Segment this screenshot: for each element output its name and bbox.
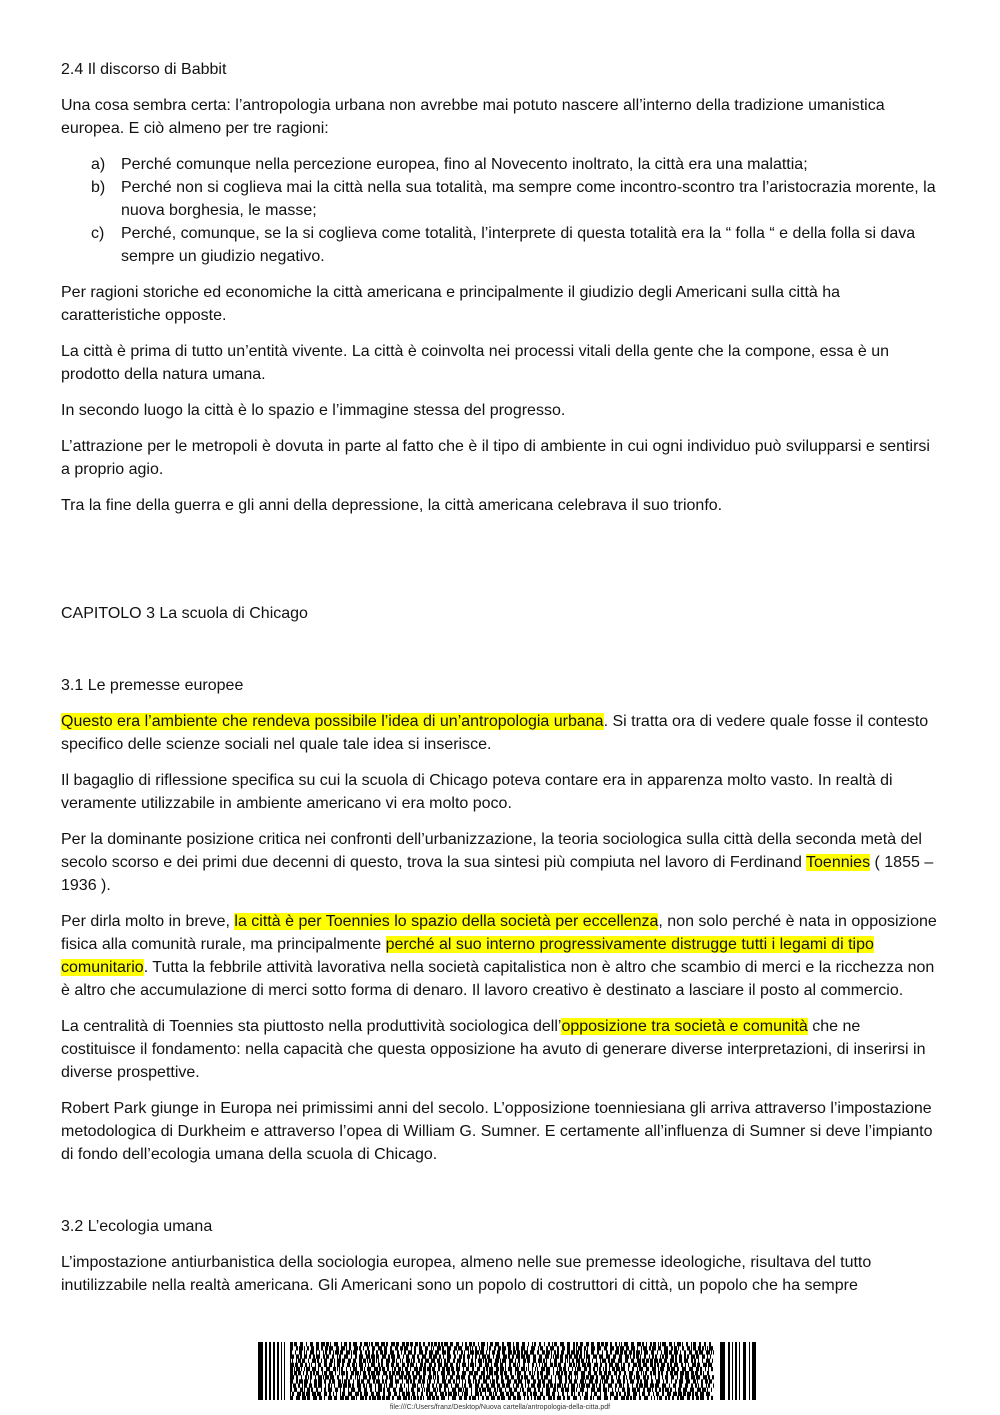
paragraph-3-1-5 [61,1015,939,1084]
list-marker: b) [91,179,106,196]
spacer [61,530,939,602]
list-marker: a) [91,156,106,173]
list-item [61,176,939,222]
paragraph-3-1-3 [61,828,939,897]
spacer [61,638,939,674]
spacer [61,1179,939,1215]
paragraph-3-1-2: Il bagaglio di riflessione specifica su cui la scuola di Chicago poteva contare era in apparenza molto vasto. In realtà di veramente utilizzabile in ambiente americano vi era molto poco. [61,772,893,812]
paragraph-text: Per la dominante posizione critica nei confronti dell’urbanizzazione, la teoria sociologica sulla città della seconda metà del secolo scorso e dei primi due decenni di questo, trova la sua sintesi più compiuta nel lavoro di Ferdinand [61,831,922,871]
paragraph-text: ( 1855 – 1936 ). [61,854,934,894]
highlighted-text: opposizione tra società e comunità [561,1018,808,1035]
highlighted-text: perché al suo interno progressivamente distrugge tutti i legami di tipo comunitario [61,936,874,976]
paragraph-3-1-4 [61,910,939,1002]
reasons-list [61,153,939,268]
chapter-title-3: CAPITOLO 3 La scuola di Chicago [61,605,308,622]
paragraph-3-2-1: L’impostazione antiurbanistica della sociologia europea, almeno nelle sue premesse ideologiche, risultava del tutto inutilizzabile nella realtà americana. Gli Americani sono un popolo di costruttori di città, un popolo che ha sempre [61,1254,872,1294]
paragraph: In secondo luogo la città è lo spazio e l’immagine stessa del progresso. [61,402,566,419]
section-title-2-4: 2.4 Il discorso di Babbit [61,61,227,78]
paragraph-3-1-1 [61,710,939,756]
paragraph: La città è prima di tutto un’entità vivente. La città è coinvolta nei processi vitali della gente che la compone, essa è un prodotto della natura umana. [61,343,890,383]
list-marker: c) [91,225,105,242]
paragraph-text: Per dirla molto in breve, [61,913,235,930]
paragraph-3-1-6: Robert Park giunge in Europa nei primissimi anni del secolo. L’opposizione toenniesiana gli arriva attraverso l’impostazione metodologica di Durkheim e attraverso l’opea di William G. Sumner. E certamente all’influenza di Sumner si deve l’impianto di fondo dell’ecologia umana della scuola di Chicago. [61,1100,933,1163]
barcode-image [258,1342,756,1400]
paragraph-text: . Tutta la febbrile attività lavorativa nella società capitalistica non è altro che scambio di merci e la ricchezza non è altro che accumulazione di merci sotto forma di denaro. Il lavoro creativo è destinato a lasciare il posto al commercio. [61,959,935,999]
list-item [61,222,939,268]
highlighted-text: la città è per Toennies lo spazio della società per eccellenza [234,913,659,930]
list-item-text: Perché non si coglieva mai la città nella sua totalità, ma sempre come incontro-scontro tra l’aristocrazia morente, la nuova borghesia, le masse; [121,179,936,219]
document-page [61,58,939,1310]
list-item-text: Perché comunque nella percezione europea, fino al Novecento inoltrato, la città era una malattia; [121,156,808,173]
paragraph: Tra la fine della guerra e gli anni della depressione, la città americana celebrava il suo trionfo. [61,497,723,514]
section-title-3-1: 3.1 Le premesse europee [61,677,244,694]
paragraph-text: . Si tratta ora di vedere quale fosse il contesto specifico delle scienze sociali nel quale tale idea si inserisce. [61,713,929,753]
section-title-3-2: 3.2 L’ecologia umana [61,1218,213,1235]
paragraph: Per ragioni storiche ed economiche la città americana e principalmente il giudizio degli Americani sulla città ha caratteristiche opposte. [61,284,841,324]
list-item-text: Perché, comunque, se la si coglieva come totalità, l’interprete di questa totalità era la “ folla “ e della folla si dava sempre un giudizio negativo. [121,225,916,265]
highlighted-text: Toennies [806,854,871,871]
highlighted-text: Questo era l’ambiente che rendeva possibile l’idea di un’antropologia urbana [61,713,604,730]
paragraph-intro: Una cosa sembra certa: l’antropologia urbana non avrebbe mai potuto nascere all’interno della tradizione umanistica europea. E ciò almeno per tre ragioni: [61,97,885,137]
paragraph-text: che ne costituisce il fondamento: nella capacità che questa opposizione ha avuto di generare diverse interpretazioni, di inserirsi in diverse prospettive. [61,1018,926,1081]
paragraph-text: La centralità di Toennies sta piuttosto nella produttività sociologica dell’ [61,1018,562,1035]
paragraph-text: , non solo perché è nata in opposizione fisica alla comunità rurale, ma principalmente [61,913,937,953]
list-item [61,153,939,176]
file-path-footer: file:///C:/Users/franz/Desktop/Nuova cartella/antropologia-della-citta.pdf [389,1404,611,1411]
paragraph: L’attrazione per le metropoli è dovuta in parte al fatto che è il tipo di ambiente in cui ogni individuo può svilupparsi e sentirsi a proprio agio. [61,438,930,478]
